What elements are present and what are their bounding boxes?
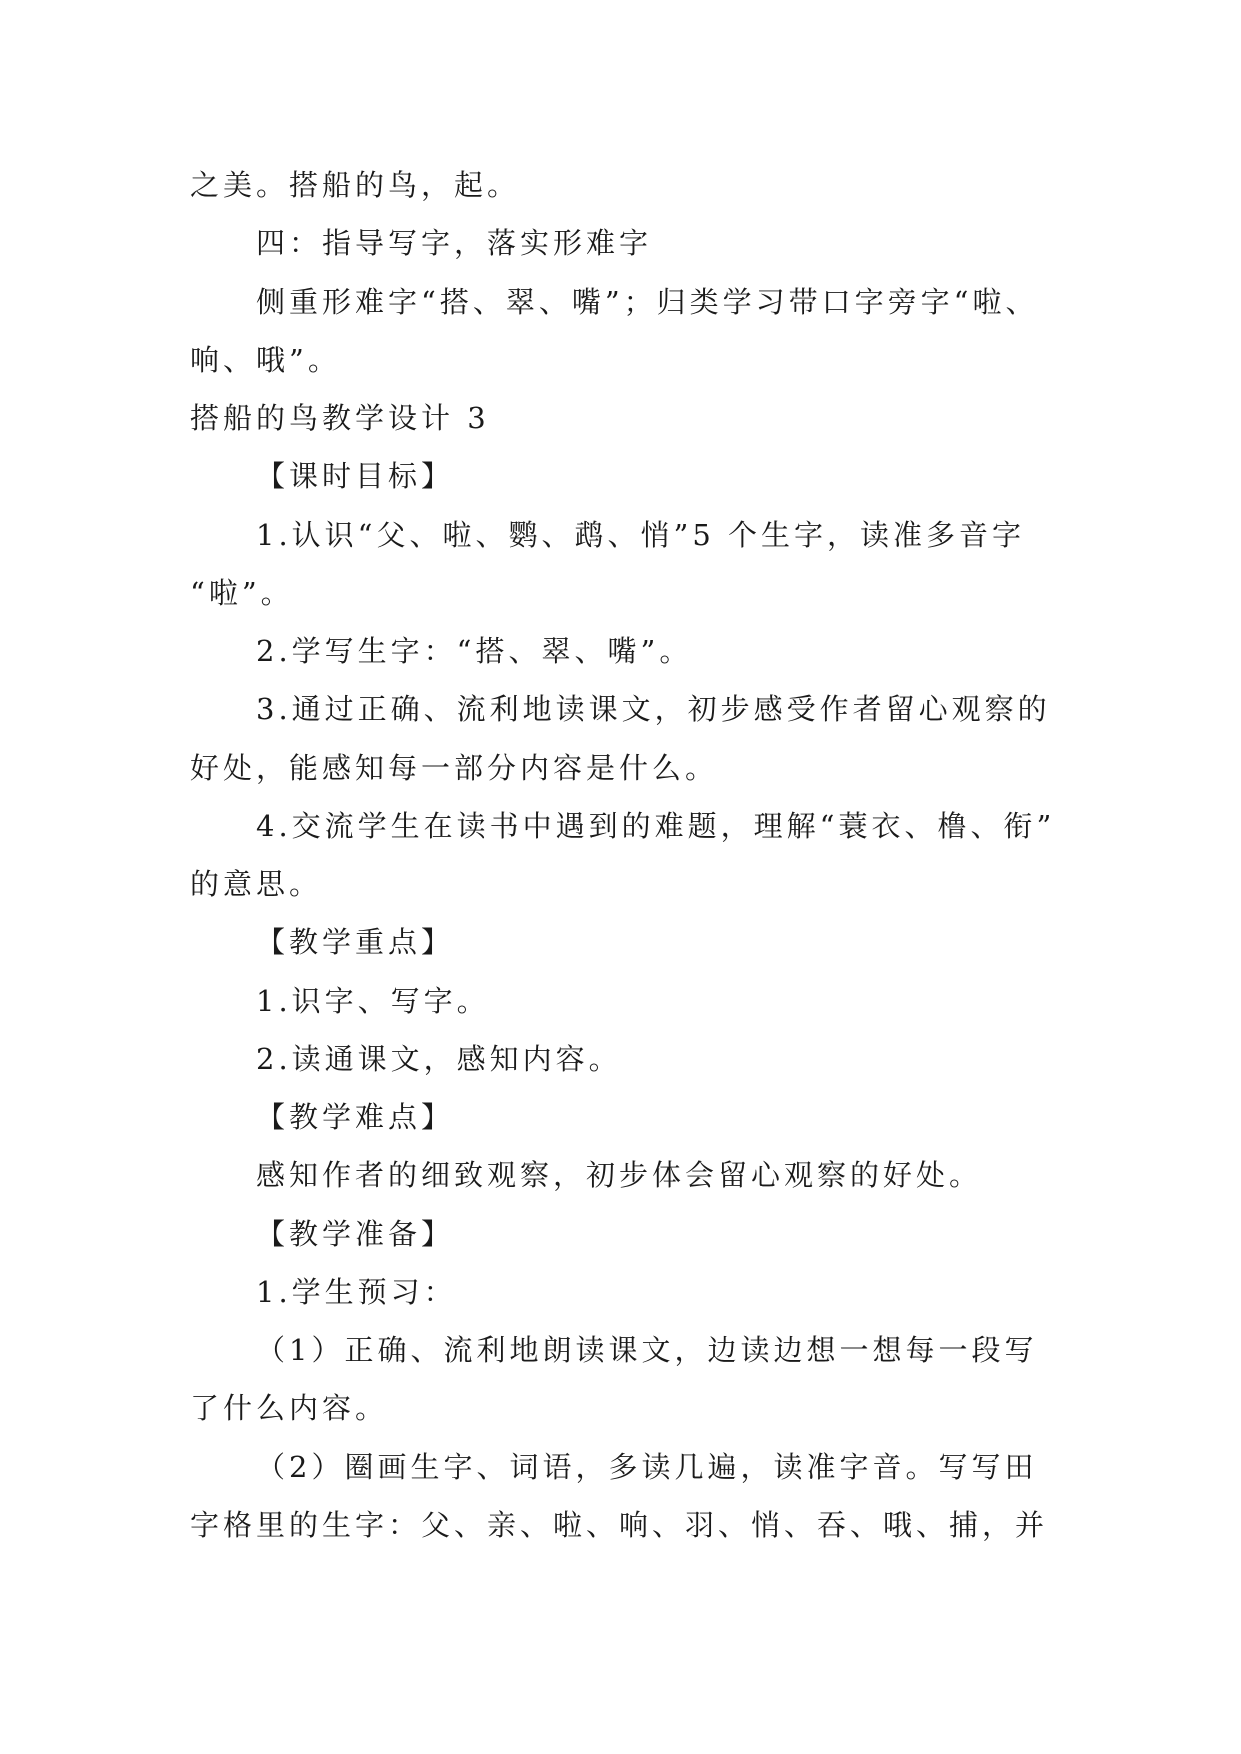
list-item: （2）圈画生字、词语，多读几遍，读准字音。写写田 [256,1450,1038,1484]
text-line: 响、哦”。 [190,343,341,377]
list-item: 1.认识“父、啦、鹦、鹉、悄”5 个生字，读准多音字 [256,518,1025,552]
text-line: 了什么内容。 [190,1391,389,1425]
list-item: 1.学生预习： [256,1275,457,1309]
text-line: 侧重形难字“搭、翠、嘴”；归类学习带口字旁字“啦、 [256,285,1039,319]
text-line: 感知作者的细致观察，初步体会留心观察的好处。 [256,1158,983,1192]
text-line: 好处，能感知每一部分内容是什么。 [190,751,719,785]
list-item: 4.交流学生在读书中遇到的难题，理解“蓑衣、橹、衔” [256,809,1056,843]
document-title: 搭船的鸟教学设计 3 [190,401,490,435]
text-line: 之美。搭船的鸟，起。 [190,168,521,202]
list-item: 2.读通课文，感知内容。 [256,1042,622,1076]
text-line: 的意思。 [190,867,323,901]
list-item: （1）正确、流利地朗读课文，边读边想一想每一段写 [256,1333,1038,1367]
section-heading: 四：指导写字，落实形难字 [256,226,653,260]
list-item: 2.学写生字：“搭、翠、嘴”。 [256,634,693,668]
text-line: 字格里的生字：父、亲、啦、响、羽、悄、吞、哦、捕，并 [190,1508,1049,1542]
section-heading: 【教学准备】 [256,1217,455,1251]
section-heading: 【教学重点】 [256,925,455,959]
text-line: “啦”。 [190,576,294,610]
section-heading: 【课时目标】 [256,459,455,493]
list-item: 1.识字、写字。 [256,984,490,1018]
section-heading: 【教学难点】 [256,1100,455,1134]
list-item: 3.通过正确、流利地读课文，初步感受作者留心观察的 [256,692,1051,726]
